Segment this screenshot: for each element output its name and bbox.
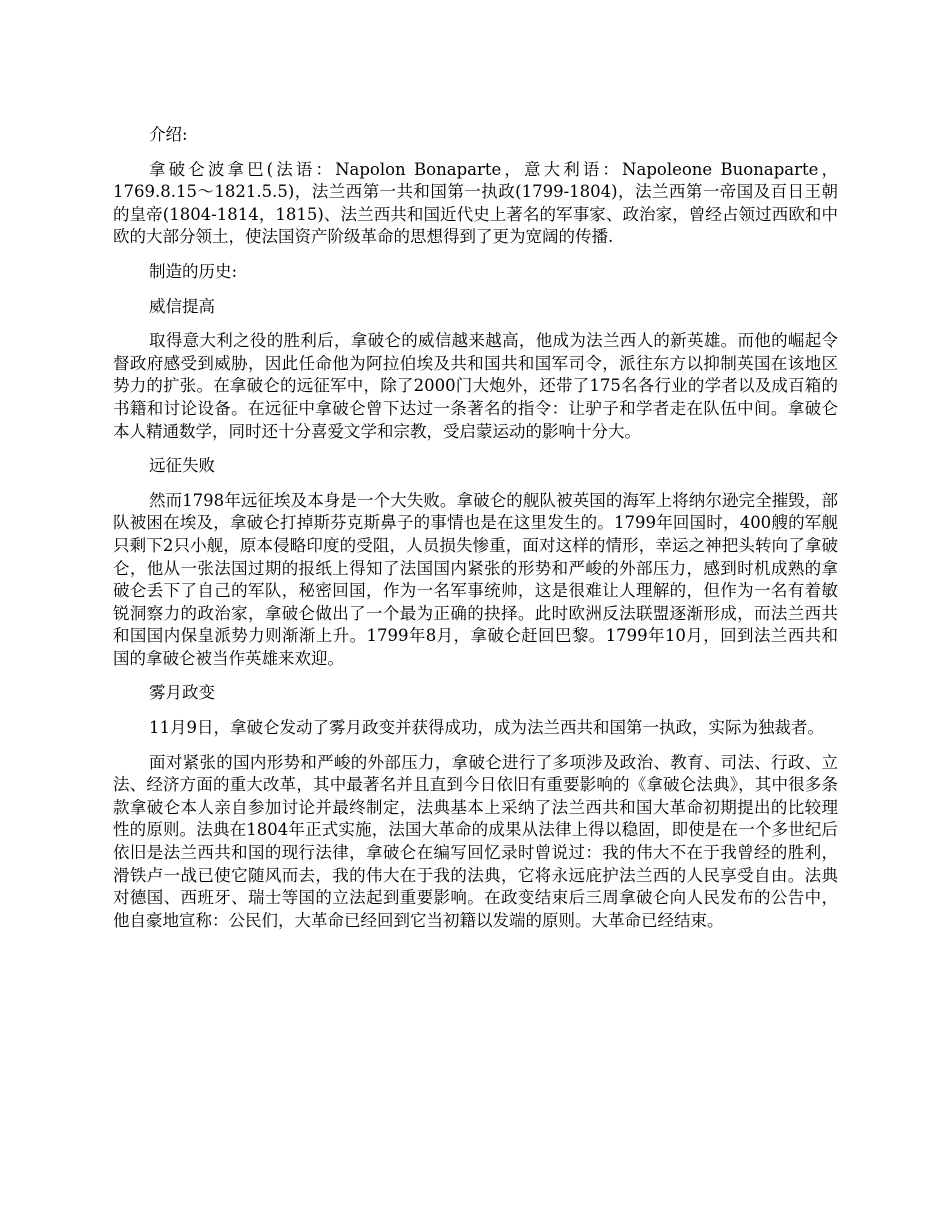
intro-label: 介绍: — [149, 125, 188, 144]
section-paragraph-reforms: 面对紧张的国内形势和严峻的外部压力，拿破仑进行了多项涉及政治、教育、司法、行政、立法、经济方面的重大改革，其中最著名并且直到今日依旧有重要影响的《拿破仑法典》，其中很多条款拿破仑本人亲自参加讨论并最终制定，法典基本上采纳了法兰西共和国大革命初期提出的比较理性的原则。法典在1804年正式实施，法国大革命的成果从法律上得以稳固，即使是在一个多世纪后依旧是法兰西共和国的现行法律，拿破仑在编写回忆录时曾说过：我的伟大不在于我曾经的胜利，滑铁卢一战已使它随风而去，我的伟大在于我的法典，它将永远庇护法兰西的人民享受自由。法典对德国、西班牙、瑞士等国的立法起到重要影响。在政变结束后三周拿破仑向人民发布的公告中，他自豪地宣称：公民们，大革命已经回到它当初籍以发端的原则。大革命已经结束。 — [113, 752, 838, 930]
section-paragraph-expedition: 然而1798年远征埃及本身是一个大失败。拿破仑的舰队被英国的海军上将纳尔逊完全摧毁，部队被困在埃及，拿破仑打掉斯芬克斯鼻子的事情也是在这里发生的。1799年回国时，400艘的军舰只剩下2只小舰，原本侵略印度的受阻，人员损失惨重，面对这样的情形，幸运之神把头转向了拿破仑，他从一张法国过期的报纸上得知了法国国内紧张的形势和严峻的外部压力，感到时机成熟的拿破仑丢下了自己的军队，秘密回国，作为一名军事统帅，这是很难让人理解的，但作为一名有着敏锐洞察力的政治家，拿破仑做出了一个最为正确的抉择。此时欧洲反法联盟逐渐形成，而法兰西共和国国内保皇派势力则渐渐上升。1799年8月，拿破仑赶回巴黎。1799年10月，回到法兰西共和国的拿破仑被当作英雄来欢迎。 — [113, 490, 838, 668]
section-paragraph-coup: 11月9日，拿破仑发动了雾月政变并获得成功，成为法兰西共和国第一执政，实际为独裁者。 — [149, 718, 824, 738]
section-paragraph-prestige: 取得意大利之役的胜利后，拿破仑的威信越来越高，他成为法兰西人的新英雄。而他的崛起令督政府感受到威胁，因此任命他为阿拉伯埃及共和国共和国军司令，派往东方以抑制英国在该地区势力的扩张。在拿破仑的远征军中，除了2000门大炮外，还带了175名各行业的学者以及成百箱的书籍和讨论设备。在远征中拿破仑曾下达过一条著名的指令：让驴子和学者走在队伍中间。拿破仑本人精通数学，同时还十分喜爱文学和宗教，受启蒙运动的影响十分大。 — [113, 331, 838, 441]
section-title-coup: 雾月政变 — [149, 683, 215, 703]
history-label: 制造的历史: — [149, 261, 238, 281]
section-title-prestige: 威信提高 — [149, 296, 215, 316]
document-page — [113, 124, 838, 944]
intro-paragraph: 拿破仑波拿巴(法语：Napolon Bonaparte，意大利语：Napoleone Buonaparte，1769.8.15～1821.5.5)，法兰西第一共和国第一执政(1799-1804)，法兰西第一帝国及百日王朝的皇帝(1804-1814，1815)、法兰西共和国近代史上著名的军事家、政治家，曾经占领过西欧和中欧的大部分领土，使法国资产阶级革命的思想得到了更为宽阔的传播. — [113, 159, 838, 247]
section-title-expedition: 远征失败 — [149, 456, 215, 476]
